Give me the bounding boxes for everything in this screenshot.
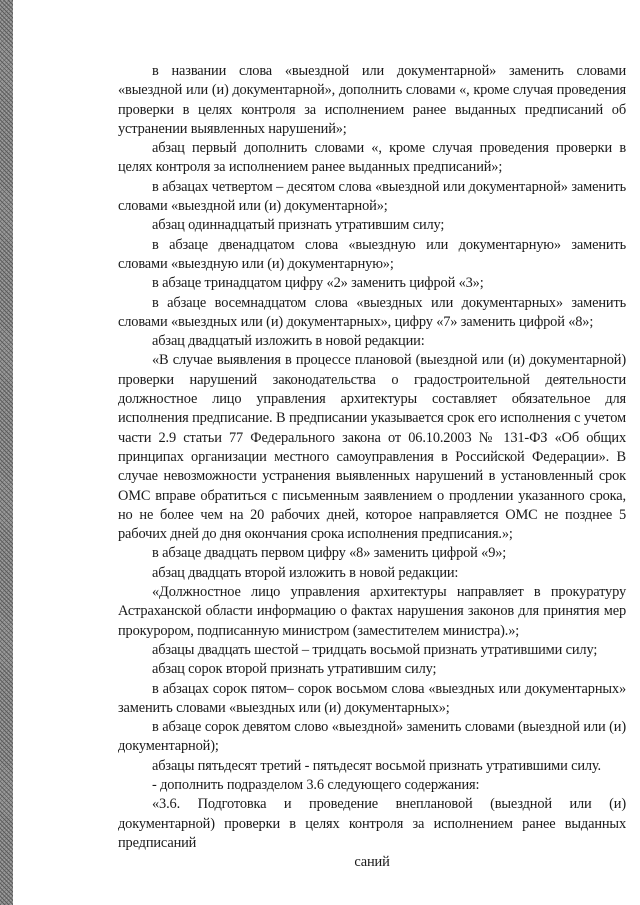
paragraph: абзац сорок второй признать утратившим силу; xyxy=(152,661,437,678)
paragraph-tail: саний xyxy=(354,854,390,871)
paragraph: абзац одиннадцатый признать утратившим силу; xyxy=(152,217,445,234)
paragraph: в абзаце восемнадцатом слова «выездных или документарных» заменить словами «выездных или (и) документарных», цифру «7» заменить цифрой «8»; xyxy=(118,294,626,330)
document-body xyxy=(118,62,626,872)
paragraph: абзац двадцать второй изложить в новой редакции: xyxy=(152,564,459,581)
scan-edge xyxy=(0,0,13,905)
paragraph: абзац первый дополнить словами «, кроме случая проведения проверки в целях контроля за исполнением ранее выданных предписаний»; xyxy=(118,140,626,176)
paragraph: абзацы двадцать шестой – тридцать восьмой признать утратившими силу; xyxy=(152,641,598,658)
paragraph: абзацы пятьдесят третий - пятьдесят восьмой признать утратившими силу. xyxy=(152,757,601,774)
paragraph: в абзацах четвертом – десятом слова «выездной или документарной» заменить словами «выездной или (и) документарной»; xyxy=(118,178,626,215)
paragraph: в абзаце тринадцатом цифру «2» заменить цифрой «3»; xyxy=(152,275,484,292)
paragraph: в абзацах сорок пятом– сорок восьмом слова «выездных или документарных» заменить словами «выездных или (и) документарных»; xyxy=(118,680,626,716)
paragraph: в абзаце двадцать первом цифру «8» заменить цифрой «9»; xyxy=(152,545,507,562)
paragraph: в абзаце двенадцатом слова «выездную или документарную» заменить словами «выездную или (и) документарную»; xyxy=(118,236,626,272)
paragraph: в названии слова «выездной или документарной» заменить словами «выездной или (и) документарной», дополнить словами «, кроме случая проведения проверки в целях контроля за исполнением ранее выданных предписаний об устранении выявленных нарушений»; xyxy=(118,63,626,137)
paragraph: «В случае выявления в процессе плановой (выездной или (и) документарной) проверки нарушений законодательства о градостроительной деятельности должностное лицо управления архитектуры составляет обязательное для исполнения предписание. В предписании указывается срок его исполнения с учетом части 2.9 статьи 77 Федерального закона от 06.10.2003 № 131-ФЗ «Об общих принципах организации местного самоуправления в Российской Федерации». В случае невозможности устранения выявленных нарушений в установленный срок ОМС вправе обратиться с письменным заявлением о продлении указанного срока, но не более чем на 20 рабочих дней, которое направляется ОМС не позднее 5 рабочих дней до дня окончания срока исполнения предписания.»; xyxy=(118,352,626,543)
paragraph: в абзаце сорок девятом слово «выездной» заменить словами (выездной или (и) документарной); xyxy=(118,719,626,755)
paragraph: абзац двадцатый изложить в новой редакции: xyxy=(152,333,425,350)
paragraph: «Должностное лицо управления архитектуры направляет в прокуратуру Астраханской области информацию о фактах нарушения законов для принятия мер прокурором, подписанную министром (заместителем министра).»; xyxy=(118,584,626,639)
paragraph: «3.6. Подготовка и проведение внеплановой (выездной или (и) документарной) проверки в целях контроля за исполнением ранее выданных предписаний xyxy=(118,796,626,851)
paragraph: - дополнить подразделом 3.6 следующего содержания: xyxy=(152,776,480,793)
